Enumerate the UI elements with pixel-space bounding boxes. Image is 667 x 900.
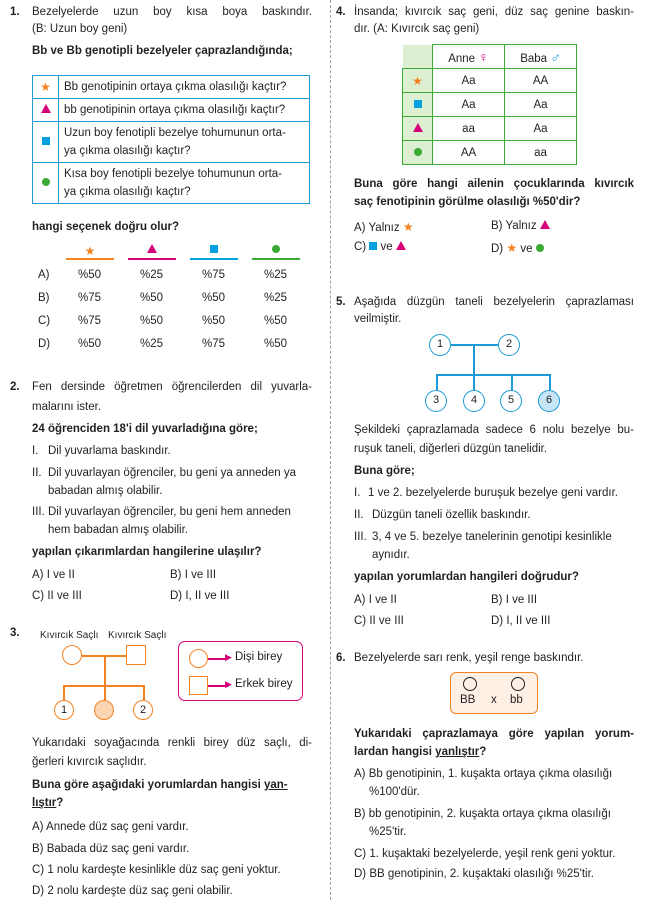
prompt: saç fenotipinin görülme olasılığı %50'dir? xyxy=(354,196,581,208)
questions-table xyxy=(32,75,310,204)
square-icon xyxy=(414,100,422,108)
answer-option[interactable]: B) I ve III xyxy=(491,594,538,606)
statement-number: III. xyxy=(32,506,45,518)
text-line: ruşuk taneli, diğerleri düzgün tanelidir. xyxy=(354,443,548,455)
prompt: yapılan yorumlardan hangileri doğrudur? xyxy=(354,571,579,583)
table-header-row xyxy=(403,45,577,69)
question-number: 3. xyxy=(10,627,20,639)
answer-option[interactable]: B) %75 %50 %50 %25 xyxy=(38,292,288,304)
square-icon xyxy=(210,245,218,253)
pea-node-2: 2 xyxy=(498,334,520,356)
answer-option[interactable]: D) BB genotipinin, 2. kuşaktaki olasılığı %25'tir. xyxy=(354,868,594,880)
table-row xyxy=(33,163,310,204)
arrow-icon: ▶ xyxy=(225,679,232,689)
intro-line: veilmiştir. xyxy=(354,313,402,325)
table-cell: Uzun boy fenotipli bezelye tohumunun orta- ya çıkma olasılığı kaçtır? xyxy=(59,122,310,163)
table-row xyxy=(403,117,577,141)
answer-option[interactable]: C) II ve III xyxy=(32,590,82,602)
genotype-label: bb xyxy=(510,694,523,706)
pea-node-4: 4 xyxy=(463,390,485,412)
prompt: yapılan çıkarımlardan hangilerine ulaşılır? xyxy=(32,546,262,558)
table-row xyxy=(33,99,310,122)
female-symbol-icon: ♀ xyxy=(478,48,489,65)
cross-box xyxy=(450,672,538,714)
answer-option[interactable]: C) ve xyxy=(354,241,406,253)
table-row xyxy=(403,69,577,93)
table-cell: Aa xyxy=(433,93,505,117)
star-icon: ★ xyxy=(84,244,96,258)
question-number: 1. xyxy=(10,6,20,18)
cross-line xyxy=(436,374,438,390)
text-line: Şekildeki çaprazlamada sadece 6 nolu bezelye bu- xyxy=(354,424,634,436)
column-header-father: Baba ♂ xyxy=(505,45,577,69)
table-row xyxy=(403,141,577,165)
statement-text: Dil yuvarlama baskındır. xyxy=(48,445,171,457)
pea-circle xyxy=(463,677,477,691)
prompt: lıştır? xyxy=(32,797,64,809)
table-cell: Aa xyxy=(433,69,505,93)
triangle-icon xyxy=(147,244,157,253)
cross-line xyxy=(451,344,498,346)
pea-node-1: 1 xyxy=(429,334,451,356)
table-cell: AA xyxy=(505,69,577,93)
pedigree-line xyxy=(104,655,106,685)
square-icon xyxy=(369,242,377,250)
triangle-icon xyxy=(540,220,550,229)
statement-number: II. xyxy=(32,467,42,479)
question-number: 6. xyxy=(336,652,346,664)
statement-text: 1 ve 2. bezelyelerde buruşuk bezelye geni vardır. xyxy=(368,487,618,499)
circle-icon xyxy=(414,148,422,156)
pedigree-line xyxy=(104,685,106,700)
legend-female-label: Dişi birey xyxy=(235,651,283,663)
table-cell: Aa xyxy=(505,117,577,141)
circle-icon xyxy=(536,244,544,252)
triangle-icon xyxy=(41,104,51,113)
table-cell: Bb genotipinin ortaya çıkma olasılığı kaçtır? xyxy=(59,76,310,99)
legend-box xyxy=(178,641,303,701)
pea-node-3: 3 xyxy=(425,390,447,412)
statement-text: Dil yuvarlayan öğrenciler, bu geni hem anneden xyxy=(48,506,291,518)
answer-option[interactable]: D) ★ ve xyxy=(491,241,544,255)
cross-line xyxy=(473,344,475,374)
statement-text: babadan almış olabilir. xyxy=(48,485,163,497)
answer-option-cont[interactable]: %100'dür. xyxy=(369,786,420,798)
child-2-circle: 2 xyxy=(133,700,153,720)
cross-statement: Bb ve Bb genotipli bezelyeler çaprazlandığında; xyxy=(32,45,293,57)
answer-option[interactable]: D) %50 %25 %75 %50 xyxy=(38,338,288,350)
statement-text: 3, 4 ve 5. bezelye tanelerinin genotipi kesinlikle xyxy=(372,531,612,543)
male-symbol-icon: ♂ xyxy=(550,48,561,65)
pedigree-line xyxy=(143,685,145,700)
intro-line: (B: Uzun boy geni) xyxy=(32,23,128,35)
statement-number: III. xyxy=(354,531,367,543)
star-icon: ★ xyxy=(412,73,423,88)
statement-number: II. xyxy=(354,509,364,521)
circle-icon xyxy=(272,245,280,253)
answer-option[interactable]: B) I ve III xyxy=(170,569,217,581)
answer-option[interactable]: B) Babada düz saç geni vardır. xyxy=(32,843,190,855)
child-1-circle: 1 xyxy=(54,700,74,720)
star-icon: ★ xyxy=(506,241,518,255)
parent-label: Kıvırcık Saçlı xyxy=(108,630,167,641)
table-row xyxy=(33,76,310,99)
answer-option[interactable]: A) %50 %25 %75 %25 xyxy=(38,269,288,281)
answer-option[interactable]: C) II ve III xyxy=(354,615,404,627)
cross-line xyxy=(473,374,475,390)
statement-number: I. xyxy=(354,487,361,499)
genotype-label: BB xyxy=(460,694,476,706)
female-circle xyxy=(189,649,208,668)
cross-symbol: x xyxy=(491,694,497,706)
answer-option[interactable]: A) Yalnız ★ xyxy=(354,220,414,234)
text-line: ğerleri kıvırcık saçlıdır. xyxy=(32,756,147,768)
square-icon xyxy=(42,137,50,145)
statement-text: aynıdır. xyxy=(372,549,410,561)
answer-option[interactable]: B) bb genotipinin, 2. kuşakta ortaya çıkma olasılığı xyxy=(354,808,611,820)
table-cell: AA xyxy=(433,141,505,165)
parent-label: Kıvırcık Saçlı xyxy=(40,630,99,641)
statement-text: Düzgün taneli özellik baskındır. xyxy=(372,509,531,521)
father-square xyxy=(126,645,146,665)
cross-line xyxy=(436,374,550,376)
legend-male-label: Erkek birey xyxy=(235,678,293,690)
cross-line xyxy=(511,374,513,390)
answer-option[interactable]: A) I ve II xyxy=(354,594,397,606)
statement-text: hem babadan almış olabilir. xyxy=(48,524,188,536)
answer-option[interactable]: C) %75 %50 %50 %50 xyxy=(38,315,288,327)
question-number: 5. xyxy=(336,296,346,308)
answer-option[interactable]: B) Yalnız xyxy=(491,220,550,232)
header-circle xyxy=(252,244,300,258)
answer-option[interactable]: C) 1 nolu kardeşte kesinlikle düz saç geni yoktur. xyxy=(32,864,281,876)
given: Buna göre; xyxy=(354,465,415,477)
answer-option[interactable]: D) I, II ve III xyxy=(170,590,230,602)
question-number: 2. xyxy=(10,381,20,393)
answer-option[interactable]: D) I, II ve III xyxy=(491,615,551,627)
table-row xyxy=(403,93,577,117)
intro-line: malarını ister. xyxy=(32,401,102,413)
table-cell: Aa xyxy=(505,93,577,117)
pea-node-6: 6 xyxy=(538,390,560,412)
pedigree-line xyxy=(63,685,65,700)
triangle-icon xyxy=(413,123,423,132)
question-number: 4. xyxy=(336,6,346,18)
given: 24 öğrenciden 18'i dil yuvarladığına göre; xyxy=(32,423,258,435)
answer-option-cont[interactable]: %25'tir. xyxy=(369,826,407,838)
cross-line xyxy=(549,374,551,390)
pea-circle xyxy=(511,677,525,691)
table-row xyxy=(33,122,310,163)
male-square xyxy=(189,676,208,695)
answer-option[interactable]: A) Bb genotipinin, 1. kuşakta ortaya çıkma olasılığı xyxy=(354,768,613,780)
answer-option[interactable]: D) 2 nolu kardeşte düz saç geni olabilir. xyxy=(32,885,233,897)
header-star xyxy=(66,244,114,258)
intro-line: İnsanda; kıvırcık saç geni, düz saç genine baskın- xyxy=(354,6,634,18)
prompt: Buna göre aşağıdaki yorumlardan hangisi yan- xyxy=(32,779,288,791)
text-line: Yukarıdaki soyağacında renkli birey düz saçlı, di- xyxy=(32,737,312,749)
star-icon: ★ xyxy=(402,220,414,234)
answer-option[interactable]: A) I ve II xyxy=(32,569,75,581)
circle-icon xyxy=(42,178,50,186)
table-cell: aa xyxy=(433,117,505,141)
column-header-mother: Anne ♀ xyxy=(433,45,505,69)
prompt: Buna göre hangi ailenin çocuklarında kıvırcık xyxy=(354,178,634,190)
triangle-icon xyxy=(396,241,406,250)
table-cell: aa xyxy=(505,141,577,165)
header-square xyxy=(190,244,238,258)
prompt: hangi seçenek doğru olur? xyxy=(32,221,179,233)
intro-line: dır. (A: Kıvırcık saç geni) xyxy=(354,23,480,35)
mother-circle xyxy=(62,645,82,665)
family-table xyxy=(402,44,577,165)
table-cell: bb genotipinin ortaya çıkma olasılığı kaçtır? xyxy=(59,99,310,122)
statement-number: I. xyxy=(32,445,39,457)
star-icon: ★ xyxy=(40,79,51,94)
answer-option[interactable]: C) 1. kuşaktaki bezelyelerde, yeşil renk geni yoktur. xyxy=(354,848,616,860)
intro-line: Bezelyelerde uzun boy kısa boya baskındır. xyxy=(32,6,312,18)
intro-line: Aşağıda düzgün taneli bezelyelerin çaprazlaması xyxy=(354,296,634,308)
prompt: lardan hangisi yanlıştır? xyxy=(354,746,487,758)
child-colored-circle xyxy=(94,700,114,720)
table-cell: Kısa boy fenotipli bezelye tohumunun orta- ya çıkma olasılığı kaçtır? xyxy=(59,163,310,204)
arrow-icon: ▶ xyxy=(225,652,232,662)
intro-line: Bezelyelerde sarı renk, yeşil renge baskındır. xyxy=(354,652,584,664)
column-divider xyxy=(330,0,331,900)
intro-line: Fen dersinde öğretmen öğrencilerden dil yuvarla- xyxy=(32,381,312,393)
pea-node-5: 5 xyxy=(500,390,522,412)
header-triangle xyxy=(128,244,176,258)
statement-text: Dil yuvarlayan öğrenciler, bu geni ya anneden ya xyxy=(48,467,297,479)
answer-option[interactable]: A) Annede düz saç geni vardır. xyxy=(32,821,189,833)
prompt: Yukarıdaki çaprazlamaya göre yapılan yorum- xyxy=(354,728,634,740)
